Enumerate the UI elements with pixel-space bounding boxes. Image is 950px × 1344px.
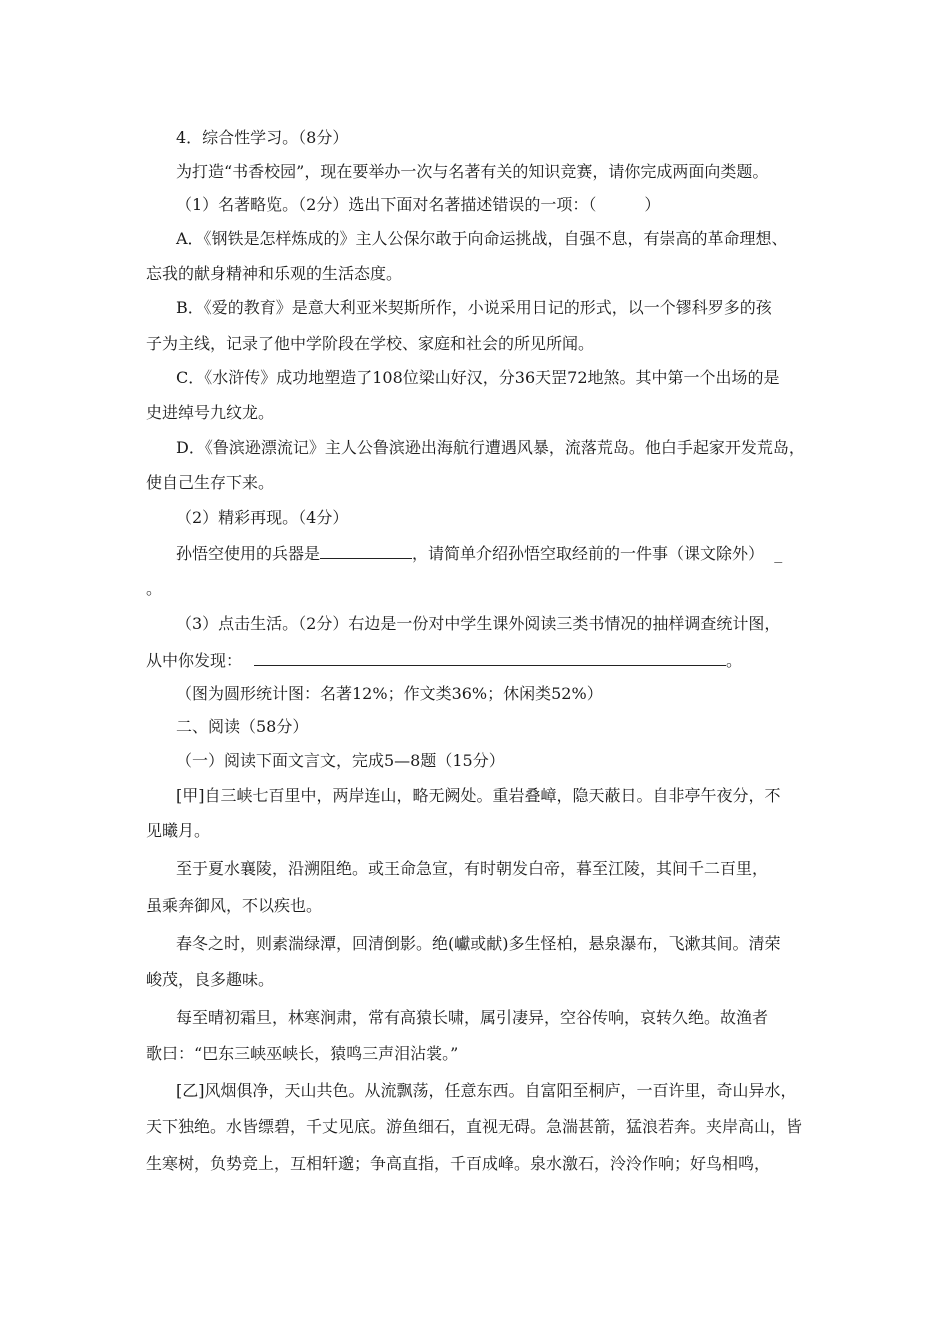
- option-b-line-1: B．《爱的教育》是意大利亚米契斯所作，小说采用日记的形式，以一个镠科罗多的孩: [176, 298, 772, 317]
- passage-jia-line-2: 见曦月。: [146, 821, 211, 840]
- passage-yi-line-3: 生寒树，负势竞上，互相轩邈；争高直指，千百成峰。泉水激石，泠泠作响；好鸟相鸣，: [146, 1154, 771, 1173]
- passage-jia-line-5: 春冬之时，则素湍绿潭，回清倒影。绝(巘或献)多生怪柏，悬泉瀑布，飞漱其间。清荣: [176, 934, 781, 953]
- question-4-intro: 为打造“书香校园”，现在要举办一次与名著有关的知识竞赛，请你完成两面向类题。: [176, 162, 769, 181]
- subquestion-3-line-1: （3）点击生活。（2分）右边是一份对中学生课外阅读三类书情况的抽样调查统计图，: [176, 614, 781, 633]
- question-4-title: 4．综合性学习。（8分）: [176, 128, 349, 147]
- passage-yi-line-2: 天下独绝。水皆缥碧，千丈见底。游鱼细石，直视无碍。急湍甚箭，猛浪若奔。夹岸高山，皆: [146, 1117, 803, 1136]
- passage-jia-line-8: 歌曰：“巴东三峡巫峡长，猿鸣三声泪沾裳。”: [146, 1044, 459, 1063]
- option-a-line-1: A．《钢铁是怎样炼成的》主人公保尔敢于向命运挑战，自强不息，有崇高的革命理想、: [176, 229, 788, 248]
- subquestion-2: （2）精彩再现。（4分）: [176, 508, 349, 527]
- subquestion-1: （1）名著略览。（2分）选出下面对名著描述错误的一项：（ ）: [176, 195, 661, 214]
- subquestion-2-end: 。: [146, 579, 163, 598]
- section-reading-title: 二、阅读（58分）: [176, 717, 309, 736]
- finding-end: 。: [726, 651, 743, 670]
- passage-jia-line-4: 虽乘奔御风，不以疾也。: [146, 896, 323, 915]
- weapon-answer-blank[interactable]: [320, 542, 412, 559]
- chart-note: （图为圆形统计图：名著12%；作文类36%；休闲类52%）: [176, 684, 603, 703]
- option-d-line-2: 使自己生存下来。: [146, 473, 275, 492]
- option-d-line-1: D．《鲁滨逊漂流记》主人公鲁滨逊出海航行遭遇风暴，流落荒岛。他白手起家开发荒岛，: [176, 438, 805, 457]
- subquestion-3-line-2: [0, 649, 950, 672]
- story-answer-blank[interactable]: _: [774, 544, 783, 563]
- option-c-line-2: 史进绰号九纹龙。: [146, 403, 275, 422]
- weapon-prompt: 孙悟空使用的兵器是: [176, 544, 321, 563]
- reading-part-1-title: （一）阅读下面文言文，完成5—8题（15分）: [176, 751, 505, 770]
- story-prompt: ，请简单介绍孙悟空取经前的一件事（课文除外）: [412, 544, 765, 563]
- passage-yi-line-1: [乙]风烟俱净，天山共色。从流飘荡，任意东西。自富阳至桐庐，一百许里，奇山异水，: [176, 1081, 797, 1100]
- option-b-line-2: 子为主线，记录了他中学阶段在学校、家庭和社会的所见所闻。: [146, 334, 595, 353]
- option-a-line-2: 忘我的献身精神和乐观的生活态度。: [146, 264, 403, 283]
- subquestion-2-prompt: [0, 542, 950, 565]
- option-c-line-1: C．《水浒传》成功地塑造了108位梁山好汉，分36天罡72地煞。其中第一个出场的是: [176, 368, 780, 387]
- passage-jia-line-7: 每至晴初霜旦，林寒涧肃，常有高猿长啸，属引凄异，空谷传响，哀转久绝。故渔者: [176, 1008, 769, 1027]
- passage-jia-line-3: 至于夏水襄陵，沿溯阻绝。或王命急宣，有时朝发白帝，暮至江陵，其间千二百里，: [176, 859, 769, 878]
- finding-prompt: 从中你发现：: [146, 651, 243, 670]
- passage-jia-line-6: 峻茂，良多趣味。: [146, 970, 275, 989]
- finding-answer-blank[interactable]: [254, 649, 726, 666]
- passage-jia-line-1: [甲]自三峡七百里中，两岸连山，略无阙处。重岩叠嶂，隐天蔽日。自非亭午夜分，不: [176, 786, 781, 805]
